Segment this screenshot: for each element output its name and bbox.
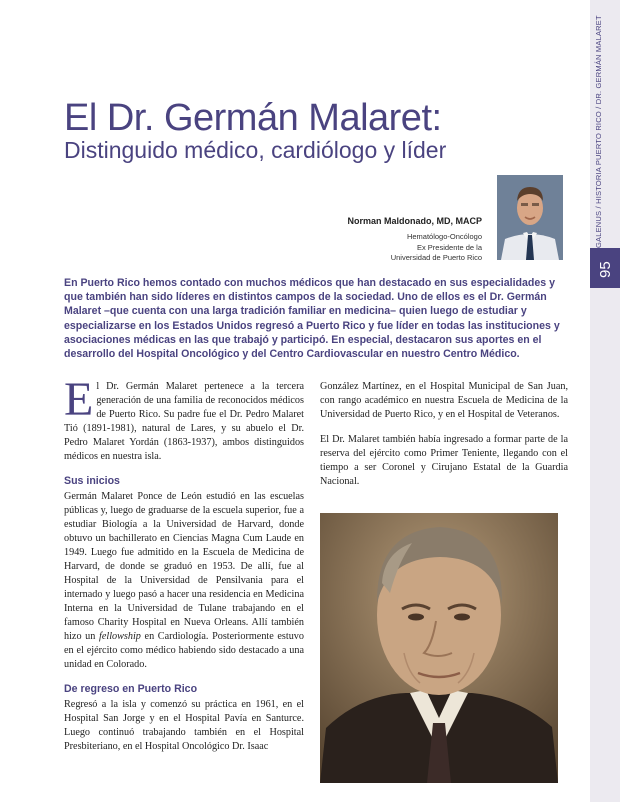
author-role-line: Universidad de Puerto Rico	[390, 253, 482, 262]
paragraph-text: en Cardiología. Posteriormente estuvo en el ejército como médico habiendo sido destacado a una unidad en Colorado.	[64, 631, 304, 670]
author-role-line: Hematólogo-Oncólogo	[406, 232, 482, 241]
section-heading: Sus inicios	[64, 475, 120, 487]
intro-paragraph: l Dr. Germán Malaret pertenece a la tercera generación de una familia de reconocidos médicos de Puerto Rico. Su padre fue el Dr. Pedro Malaret Tió (1891-1981), natural de Lares, y su abuelo el Dr. Pedro Malaret Yordán (1863-1937), ambos distinguidos médicos en nuestra isla.	[64, 381, 304, 462]
page-number: 95	[597, 261, 614, 278]
page-number-box	[590, 248, 620, 288]
author-photo	[497, 175, 563, 260]
paragraph-text: Germán Malaret Ponce de León estudió en las escuelas públicas y, luego de graduarse de la escuela superior, fue a estudiar Biología a la Universidad de Harvard, donde obtuvo un bachillerato en Ciencias Magna Cum Laude en 1949. Luego fue admitido en la Escuela de Medicina de Harvard, de donde se graduó en 1953. De allí, fue al Hospital de la Universidad de Pensilvania para el internado y luego pasó a hacer una residencia en Medicina Interna en la Universidad de Tulane trabajando en el famoso Charity Hospital en Nueva Orleans. Allí también hizo un	[64, 491, 304, 642]
drop-cap: E	[64, 373, 94, 426]
article-subtitle: Distinguido médico, cardiólogo y líder	[64, 137, 447, 163]
section-paragraph: Regresó a la isla y comenzó su práctica en 1961, en el Hospital San Jorge y en el Hospital Pavía en Santurce. Luego continuó trabajando también en el Hospital Presbiteriano, en el Hospital Oncológico Dr. Isaac	[64, 699, 304, 752]
abstract: En Puerto Rico hemos contado con muchos médicos que han destacado en sus especialidades y que también han sido líderes en distintos campos de la sociedad. Uno de ellos es el Dr. Germán Malaret –que cuenta con una larga tradición familiar en medicina– quien luego de estudiar y especializarse en los Estados Unidos regresó a Puerto Rico y fue líder en todas las instituciones y asociaciones médicas en las que trabajó y participó. En especial, destacaron sus aportes en el desarrollo del Hospital Oncológico y del Centro Cardiovascular en nuestro Centro Médico.	[64, 277, 560, 361]
author-name: Norman Maldonado, MD, MACP	[347, 216, 482, 226]
section-paragraph	[64, 490, 304, 672]
column-right	[320, 380, 568, 489]
portrait-photo	[320, 513, 558, 783]
paragraph: El Dr. Malaret también había ingresado a formar parte de la reserva del ejército como Primer Teniente, llegando con el tiempo a ser Coronel y Cirujano Estatal de la Guardia Nacional.	[320, 434, 568, 487]
paragraph: González Martínez, en el Hospital Municipal de San Juan, con rango académico en nuestra Escuela de Medicina de la Universidad de Puerto Rico, y en el Hospital de Veteranos.	[320, 381, 568, 420]
paragraph-italic: fellowship	[99, 631, 141, 642]
column-left	[64, 373, 304, 754]
author-role	[391, 232, 482, 264]
section-heading: De regreso en Puerto Rico	[64, 683, 198, 695]
author-role-line: Ex Presidente de la	[416, 242, 482, 252]
running-head: GALENUS / HISTORIA PUERTO RICO / DR. GERMÁN MALARET	[594, 15, 603, 248]
article-title: El Dr. Germán Malaret:	[64, 97, 442, 139]
